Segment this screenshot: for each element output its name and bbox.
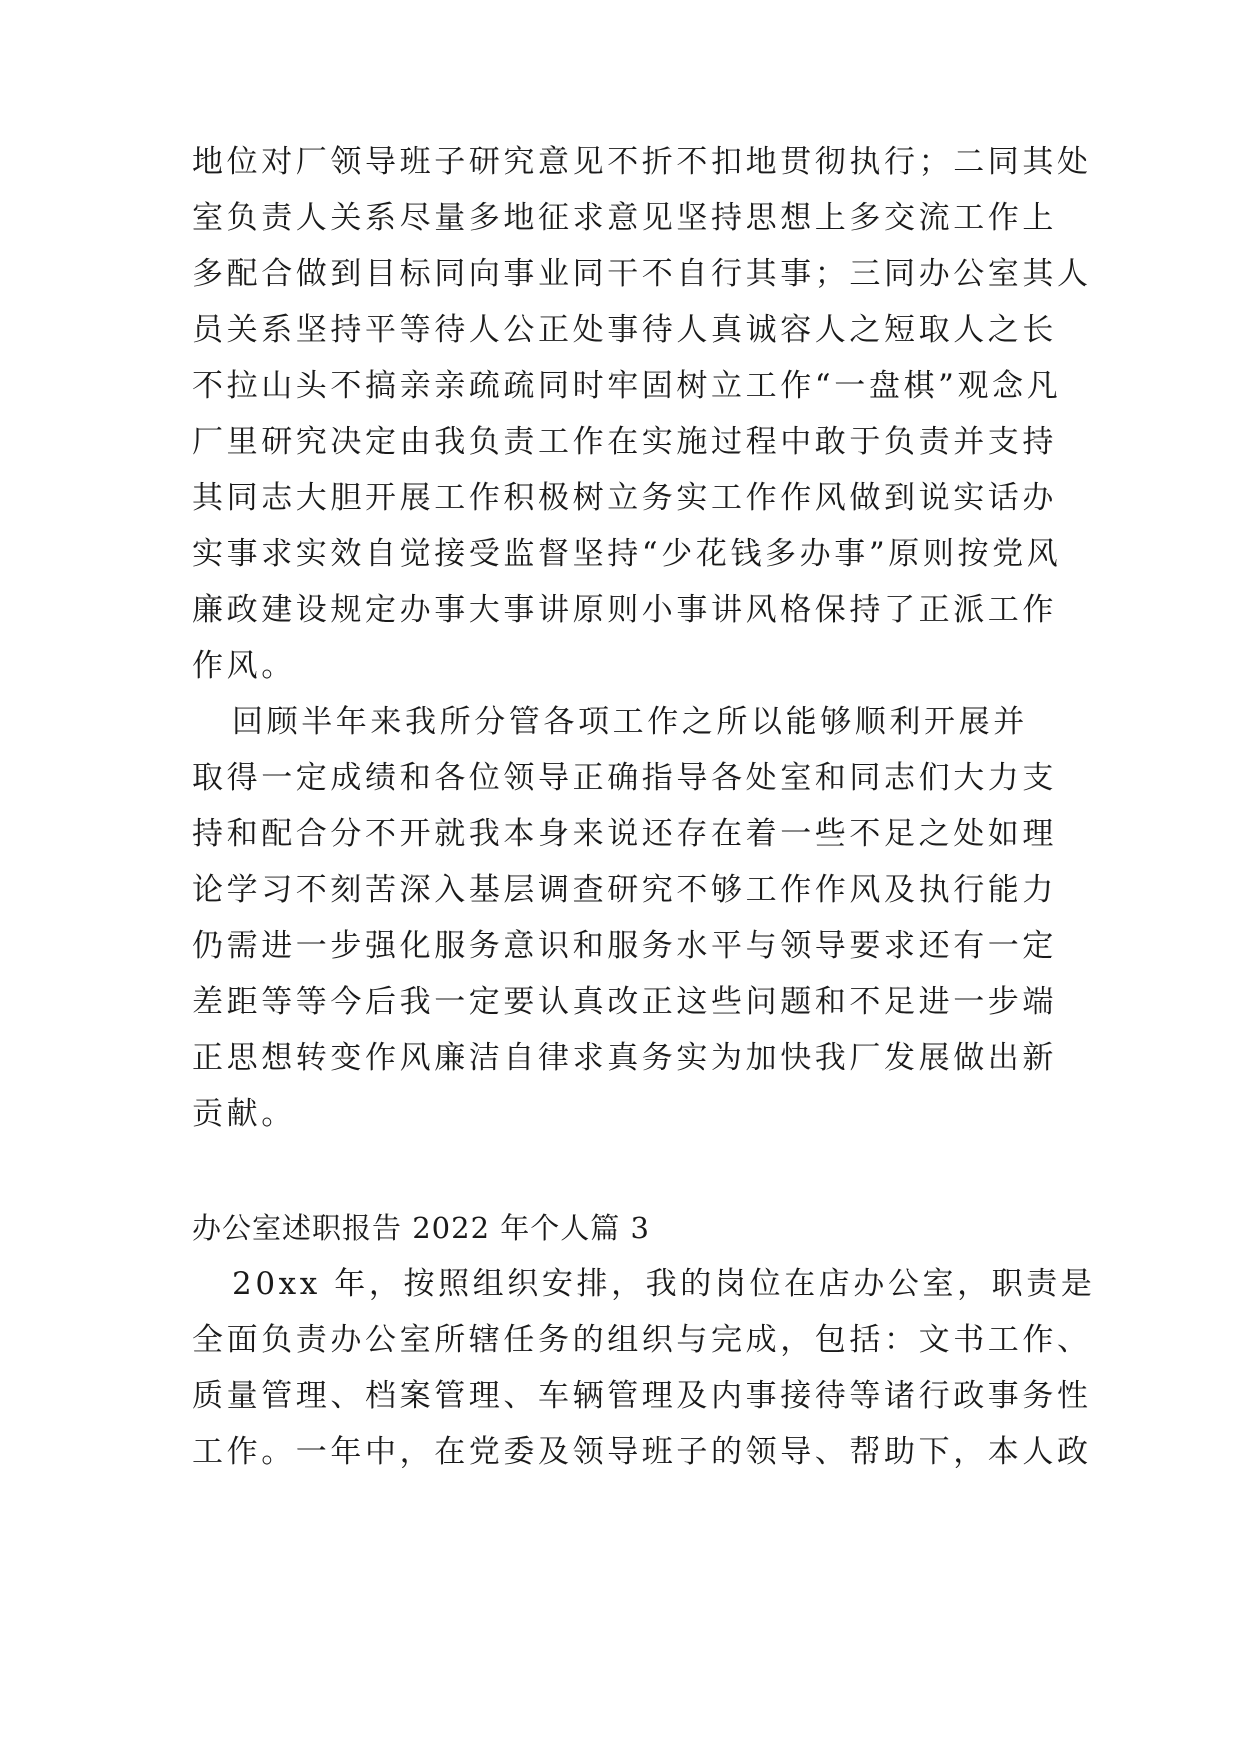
text-line: 不拉山头不搞亲亲疏疏同时牢固树立工作“一盘棋”观念凡 xyxy=(192,368,1062,404)
text-line: 正思想转变作风廉洁自律求真务实为加快我厂发展做出新 xyxy=(192,1040,1057,1076)
text-line: 20xx 年，按照组织安排，我的岗位在店办公室，职责是 xyxy=(232,1266,1096,1302)
text-line: 全面负责办公室所辖任务的组织与完成，包括：文书工作、 xyxy=(192,1322,1092,1358)
text-line: 取得一定成绩和各位领导正确指导各处室和同志们大力支 xyxy=(192,760,1057,796)
text-line: 厂里研究决定由我负责工作在实施过程中敢于负责并支持 xyxy=(192,424,1057,460)
text-line: 员关系坚持平等待人公正处事待人真诚容人之短取人之长 xyxy=(192,312,1057,348)
text-line: 工作。一年中，在党委及领导班子的领导、帮助下，本人政 xyxy=(192,1434,1092,1470)
text-line: 回顾半年来我所分管各项工作之所以能够顺利开展并 xyxy=(232,704,1028,740)
text-line: 质量管理、档案管理、车辆管理及内事接待等诸行政事务性 xyxy=(192,1378,1092,1414)
text-line: 差距等等今后我一定要认真改正这些问题和不足进一步端 xyxy=(192,984,1057,1020)
text-line: 持和配合分不开就我本身来说还存在着一些不足之处如理 xyxy=(192,816,1057,852)
text-line: 多配合做到目标同向事业同干不自行其事；三同办公室其人 xyxy=(192,256,1092,292)
section-heading: 办公室述职报告 2022 年个人篇 3 xyxy=(192,1211,650,1245)
text-line: 作风。 xyxy=(192,648,296,684)
text-line: 贡献。 xyxy=(192,1096,296,1132)
text-line: 其同志大胆开展工作积极树立务实工作作风做到说实话办 xyxy=(192,480,1057,516)
text-line: 论学习不刻苦深入基层调查研究不够工作作风及执行能力 xyxy=(192,872,1057,908)
text-line: 仍需进一步强化服务意识和服务水平与领导要求还有一定 xyxy=(192,928,1057,964)
text-line: 地位对厂领导班子研究意见不折不扣地贯彻执行；二同其处 xyxy=(192,144,1092,180)
text-line: 室负责人关系尽量多地征求意见坚持思想上多交流工作上 xyxy=(192,200,1057,236)
text-line: 廉政建设规定办事大事讲原则小事讲风格保持了正派工作 xyxy=(192,592,1057,628)
text-line: 实事求实效自觉接受监督坚持“少花钱多办事”原则按党风 xyxy=(192,536,1062,572)
